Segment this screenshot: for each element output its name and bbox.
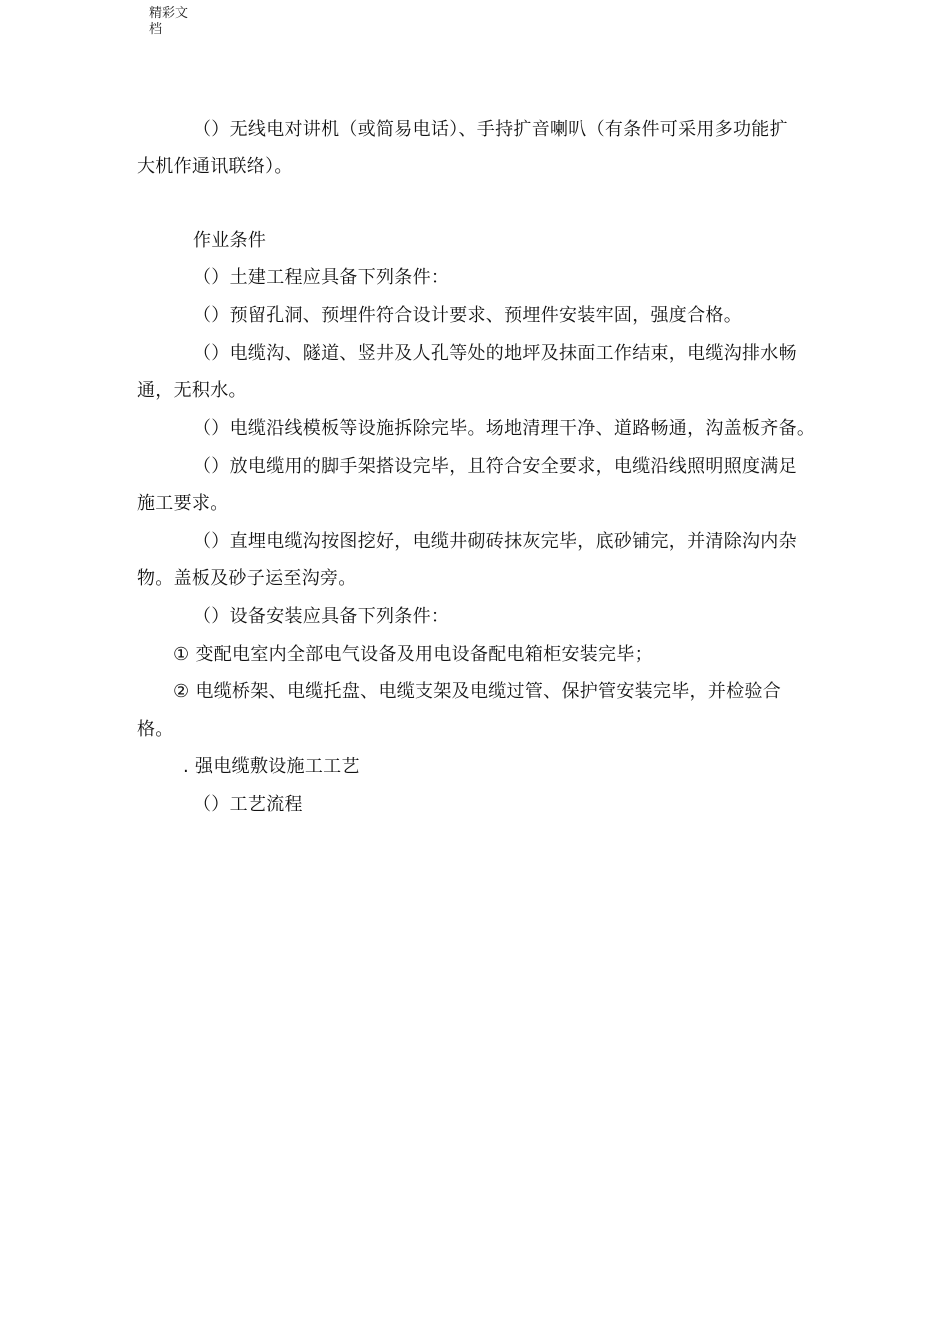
civil-condition-2-line2: 通，无积水。	[137, 380, 247, 401]
civil-condition-4-line2: 施工要求。	[137, 493, 229, 514]
header-mark-line1: 精彩文	[149, 6, 189, 21]
civil-conditions-intro: （）土建工程应具备下列条件：	[193, 267, 450, 288]
civil-condition-4-line1: （）放电缆用的脚手架搭设完毕，且符合安全要求，电缆沿线照明照度满足	[193, 456, 797, 477]
section-title: 作业条件	[193, 230, 267, 251]
header-mark-line2: 档	[149, 22, 163, 37]
equipment-condition-1: ① 变配电室内全部电气设备及用电设备配电箱柜安装完毕；	[173, 644, 653, 665]
process-flow-heading: （）工艺流程	[193, 794, 303, 815]
equipment-condition-2-line1: ② 电缆桥架、电缆托盘、电缆支架及电缆过管、保护管安装完毕，并检验合	[173, 681, 782, 702]
civil-condition-2-line1: （）电缆沟、隧道、竖井及人孔等处的地坪及抹面工作结束，电缆沟排水畅	[193, 343, 797, 364]
civil-condition-3: （）电缆沿线模板等设施拆除完毕。场地清理干净、道路畅通，沟盖板齐备。	[193, 418, 816, 439]
paragraph-equipment-line2: 大机作通讯联络）。	[137, 156, 293, 177]
header-mark	[149, 6, 209, 38]
equipment-condition-2-line2: 格。	[137, 719, 174, 740]
process-heading: . 强电缆敷设施工工艺	[183, 756, 360, 777]
civil-condition-5-line2: 物。盖板及砂子运至沟旁。	[137, 568, 357, 589]
civil-condition-1: （）预留孔洞、预埋件符合设计要求、预埋件安装牢固，强度合格。	[193, 305, 742, 326]
equipment-conditions-intro: （）设备安装应具备下列条件：	[193, 606, 450, 627]
civil-condition-5-line1: （）直埋电缆沟按图挖好，电缆井砌砖抹灰完毕，底砂铺完，并清除沟内杂	[193, 531, 797, 552]
paragraph-equipment-line1: （）无线电对讲机（或简易电话）、手持扩音喇叭（有条件可采用多功能扩	[193, 119, 788, 140]
